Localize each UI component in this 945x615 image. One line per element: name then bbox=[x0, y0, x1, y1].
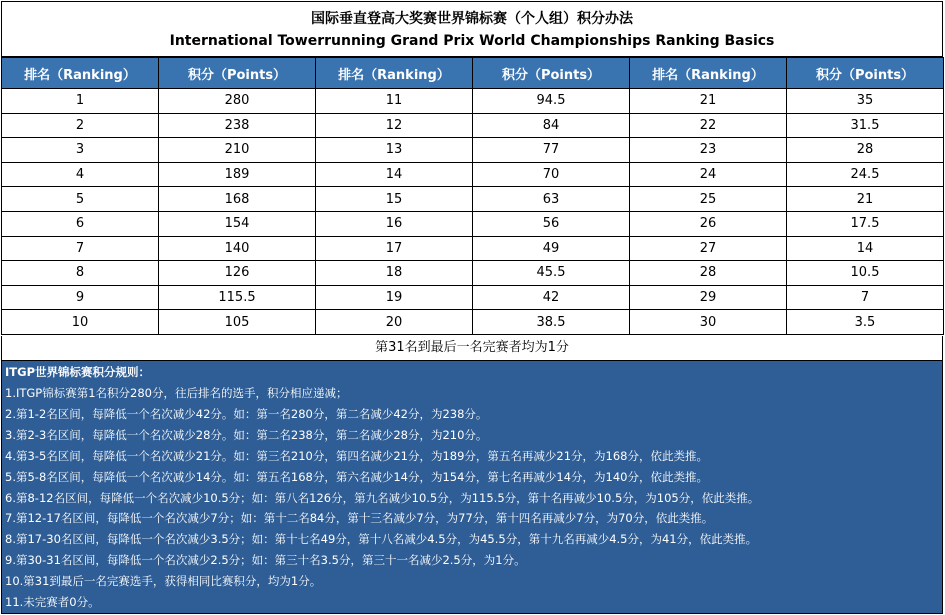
points-cell: 3.5 bbox=[787, 310, 944, 335]
points-cell: 70 bbox=[473, 162, 630, 187]
points-cell: 115.5 bbox=[159, 285, 316, 310]
ranking-cell: 15 bbox=[316, 187, 473, 212]
title-block bbox=[1, 1, 943, 57]
points-cell: 77 bbox=[473, 138, 630, 163]
ranking-cell: 25 bbox=[630, 187, 787, 212]
points-cell: 168 bbox=[159, 187, 316, 212]
title-chinese: 国际垂直登高大奖赛世界锦标赛（个人组）积分办法 bbox=[311, 11, 633, 27]
rule-line: 5.第5-8名区间，每降低一个名次减少14分。如：第五名168分，第六名减少14分，为154分，第七名再减少14分，为140分，依此类推。 bbox=[5, 469, 708, 484]
table-footnote: 第31名到最后一名完赛者均为1分 bbox=[1, 336, 943, 361]
points-cell: 42 bbox=[473, 285, 630, 310]
points-cell: 10.5 bbox=[787, 261, 944, 286]
ranking-cell: 14 bbox=[316, 162, 473, 187]
rule-line: 9.第30-31名区间，每降低一个名次减少2.5分；如：第三十名3.5分，第三十一名减少2.5分，为1分。 bbox=[5, 553, 526, 568]
ranking-cell: 3 bbox=[2, 138, 159, 163]
table-row bbox=[2, 138, 944, 163]
points-cell: 210 bbox=[159, 138, 316, 163]
rule-line: 2.第1-2名区间，每降低一个名次减少42分。如：第一名280分，第二名减少42分，为238分。 bbox=[5, 406, 488, 421]
table-row bbox=[2, 113, 944, 138]
points-cell: 94.5 bbox=[473, 89, 630, 114]
ranking-cell: 30 bbox=[630, 310, 787, 335]
ranking-cell: 17 bbox=[316, 236, 473, 261]
ranking-cell: 29 bbox=[630, 285, 787, 310]
points-cell: 14 bbox=[787, 236, 944, 261]
points-cell: 105 bbox=[159, 310, 316, 335]
points-cell: 126 bbox=[159, 261, 316, 286]
table-row bbox=[2, 261, 944, 286]
ranking-cell: 8 bbox=[2, 261, 159, 286]
ranking-cell: 6 bbox=[2, 211, 159, 236]
ranking-cell: 19 bbox=[316, 285, 473, 310]
ranking-cell: 18 bbox=[316, 261, 473, 286]
ranking-cell: 12 bbox=[316, 113, 473, 138]
ranking-cell: 16 bbox=[316, 211, 473, 236]
points-cell: 45.5 bbox=[473, 261, 630, 286]
points-cell: 28 bbox=[787, 138, 944, 163]
header-points: 积分（Points） bbox=[159, 58, 316, 89]
table-row bbox=[2, 211, 944, 236]
points-cell: 24.5 bbox=[787, 162, 944, 187]
points-cell: 21 bbox=[787, 187, 944, 212]
ranking-cell: 13 bbox=[316, 138, 473, 163]
ranking-cell: 28 bbox=[630, 261, 787, 286]
ranking-cell: 20 bbox=[316, 310, 473, 335]
ranking-cell: 22 bbox=[630, 113, 787, 138]
rules-panel bbox=[1, 361, 943, 614]
table-row bbox=[2, 285, 944, 310]
ranking-cell: 24 bbox=[630, 162, 787, 187]
ranking-cell: 4 bbox=[2, 162, 159, 187]
ranking-cell: 9 bbox=[2, 285, 159, 310]
ranking-cell: 1 bbox=[2, 89, 159, 114]
header-ranking: 排名（Ranking） bbox=[630, 58, 787, 89]
ranking-cell: 2 bbox=[2, 113, 159, 138]
rule-line: 10.第31到最后一名完赛选手，获得相同比赛积分，均为1分。 bbox=[5, 574, 322, 589]
ranking-cell: 11 bbox=[316, 89, 473, 114]
points-cell: 38.5 bbox=[473, 310, 630, 335]
rule-line: 4.第3-5名区间，每降低一个名次减少21分。如：第三名210分，第四名减少21分，为189分，第五名再减少21分，为168分，依此类推。 bbox=[5, 448, 708, 463]
ranking-cell: 10 bbox=[2, 310, 159, 335]
points-cell: 63 bbox=[473, 187, 630, 212]
points-cell: 140 bbox=[159, 236, 316, 261]
ranking-points-table bbox=[1, 57, 944, 335]
rule-line: 8.第17-30名区间，每降低一个名次减少3.5分；如：第十七名49分，第十八名减少4.5分，为45.5分，第十九名再减少4.5分，为41分，依此类推。 bbox=[5, 532, 758, 547]
rule-line: 3.第2-3名区间，每降低一个名次减少28分。如：第二名238分，第二名减少28分，为210分。 bbox=[5, 427, 488, 442]
table-header-row bbox=[2, 58, 944, 89]
table-row bbox=[2, 187, 944, 212]
ranking-cell: 23 bbox=[630, 138, 787, 163]
rule-line: 11.未完赛者0分。 bbox=[5, 595, 100, 609]
points-cell: 84 bbox=[473, 113, 630, 138]
table-body bbox=[2, 89, 944, 335]
header-points: 积分（Points） bbox=[473, 58, 630, 89]
points-cell: 280 bbox=[159, 89, 316, 114]
ranking-cell: 7 bbox=[2, 236, 159, 261]
rule-line: 1.ITGP锦标赛第1名积分280分，往后排名的选手，积分相应递减； bbox=[5, 386, 348, 400]
header-ranking: 排名（Ranking） bbox=[316, 58, 473, 89]
points-cell: 31.5 bbox=[787, 113, 944, 138]
table-row bbox=[2, 236, 944, 261]
points-cell: 7 bbox=[787, 285, 944, 310]
table-row bbox=[2, 89, 944, 114]
points-cell: 189 bbox=[159, 162, 316, 187]
ranking-cell: 26 bbox=[630, 211, 787, 236]
rules-title: ITGP世界锦标赛积分规则： bbox=[5, 365, 150, 379]
points-cell: 56 bbox=[473, 211, 630, 236]
points-cell: 35 bbox=[787, 89, 944, 114]
header-ranking: 排名（Ranking） bbox=[2, 58, 159, 89]
table-row bbox=[2, 310, 944, 335]
rule-line: 6.第8-12名区间，每降低一个名次减少10.5分；如：第八名126分，第九名减少10.5分，为115.5分，第十名再减少10.5分，为105分，依此类推。 bbox=[5, 490, 760, 505]
table-row bbox=[2, 162, 944, 187]
header-points: 积分（Points） bbox=[787, 58, 944, 89]
points-cell: 238 bbox=[159, 113, 316, 138]
points-cell: 154 bbox=[159, 211, 316, 236]
points-cell: 49 bbox=[473, 236, 630, 261]
ranking-cell: 5 bbox=[2, 187, 159, 212]
points-cell: 17.5 bbox=[787, 211, 944, 236]
ranking-cell: 21 bbox=[630, 89, 787, 114]
ranking-cell: 27 bbox=[630, 236, 787, 261]
title-english: International Towerrunning Grand Prix World Championships Ranking Basics bbox=[169, 33, 775, 49]
rule-line: 7.第12-17名区间，每降低一个名次减少7分；如：第十二名84分，第十三名减少7分，为77分，第十四名再减少7分，为70分，依此类推。 bbox=[5, 511, 714, 526]
